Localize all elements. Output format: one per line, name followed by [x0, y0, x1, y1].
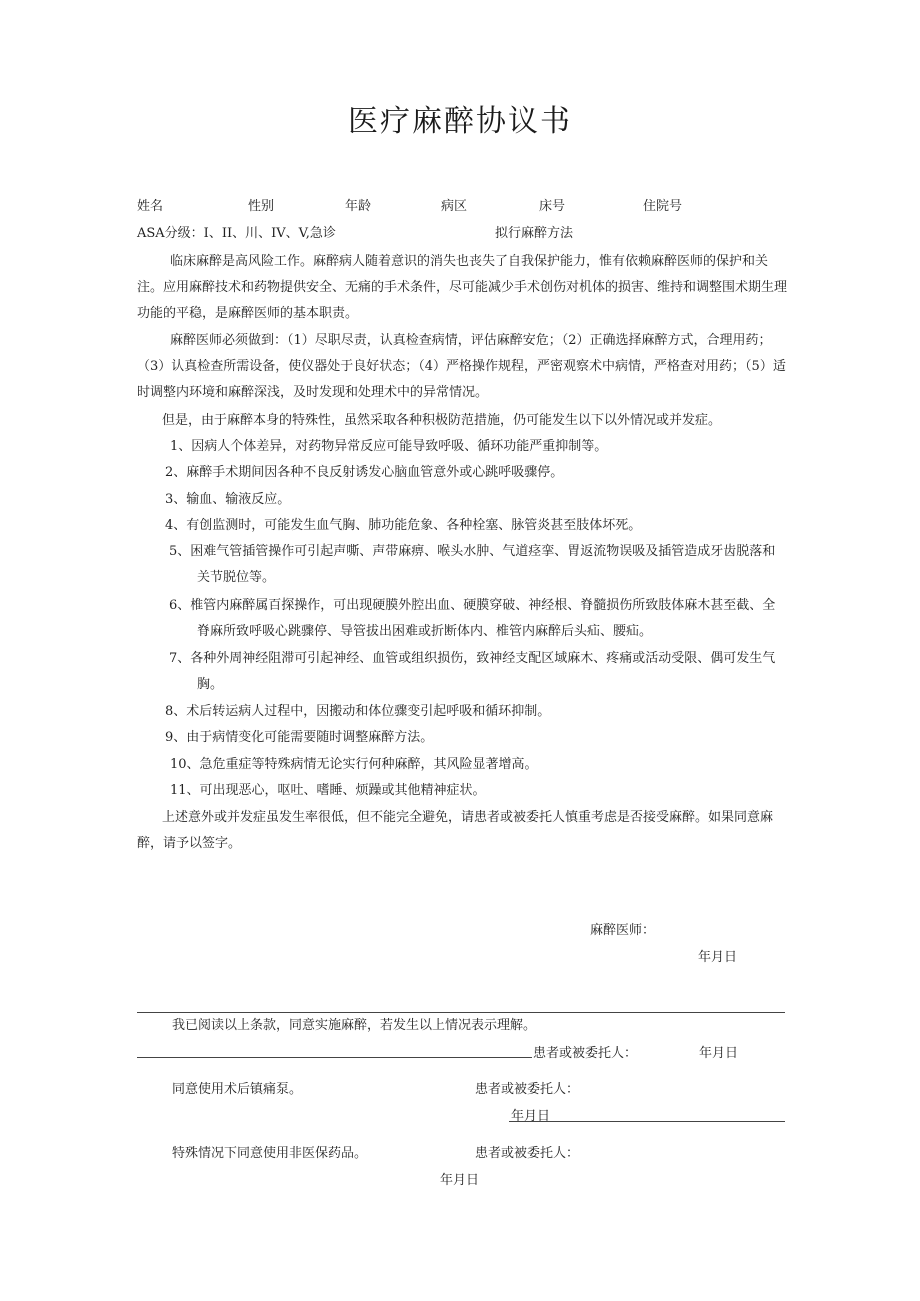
- anesthetist-signature-label: 麻醉医师：: [590, 923, 656, 938]
- risk-intro-paragraph: 但是，由于麻醉本身的特殊性，虽然采取各种积极防范措施，仍可能发生以下以外情况或并发症。: [162, 413, 722, 428]
- risk-item: 6、椎管内麻醉属百探操作，可出现硬膜外腔出血、硬膜穿破、神经根、脊髓损伤所致肢体麻木甚至截、全脊麻所致呼吸心跳骤停、导管拔出困难或折断体内、椎管内麻醉后头疝、腰疝。: [169, 598, 776, 639]
- name-field-label: 姓名: [137, 199, 164, 214]
- risk-item: 9、由于病情变化可能需要随时调整麻醉方法。: [165, 730, 434, 745]
- patient-signature-date: 年月日: [699, 1046, 739, 1061]
- consent-signature-line: [137, 1057, 532, 1058]
- pain-pump-consent: 同意使用术后镇痛泵。: [172, 1082, 303, 1097]
- risk-item: 3、输血、输液反应。: [165, 492, 291, 507]
- consent-statement: 我已阅读以上条款，同意实施麻醉，若发生以上情况表示理解。: [172, 1018, 537, 1033]
- risk-item: 2、麻醉手术期间因各种不良反射诱发心脑血管意外或心跳呼吸骤停。: [165, 465, 564, 480]
- ward-field-label: 病区: [441, 199, 468, 214]
- risk-item: 5、困难气管插管操作可引起声嘶、声带麻痹、喉头水肿、气道痉挛、胃返流物误吸及插管造成牙齿脱落和关节脱位等。: [169, 544, 776, 585]
- pain-pump-signature-line: [509, 1121, 785, 1122]
- hospital-number-field-label: 住院号: [643, 199, 683, 214]
- risk-item: 11、可出现恶心，呕吐、嗜睡、烦躁或其他精神症状。: [170, 783, 486, 798]
- risk-item: 4、有创监测时，可能发生血气胸、肺功能危象、各种栓塞、脉管炎甚至肢体坏死。: [165, 518, 642, 533]
- duties-paragraph: 麻醉医师必须做到：（1）尽职尽责，认真检查病情，评估麻醉安危；（2）正确选择麻醉方式，合理用药；（3）认真检查所需设备，使仪器处于良好状态；（4）严格操作规程，严密观察术中病情，严格查对用药；（5）适时调整内环境和麻醉深浅，及时发现和处理术中的异常情况。: [137, 333, 786, 400]
- asa-classification: ASA分级：I、II、川、IV、V,急诊: [137, 226, 336, 241]
- non-insured-signature-date: 年月日: [440, 1173, 480, 1188]
- age-field-label: 年龄: [345, 199, 372, 214]
- pain-pump-signature-label: 患者或被委托人：: [475, 1082, 580, 1097]
- gender-field-label: 性别: [248, 199, 275, 214]
- intro-paragraph: 临床麻醉是高风险工作。麻醉病人随着意识的消失也丧失了自我保护能力，惟有依赖麻醉医师的保护和关注。应用麻醉技术和药物提供安全、无痛的手术条件，尽可能减少手术创伤对机体的损害、维持和调整围术期生理功能的平稳，是麻醉医师的基本职责。: [137, 254, 788, 321]
- section-divider: [137, 1012, 785, 1013]
- patient-signature-label: 患者或被委托人：: [533, 1046, 638, 1061]
- closing-paragraph: 上述意外或并发症虽发生率很低，但不能完全避免，请患者或被委托人慎重考虑是否接受麻醉。如果同意麻醉，请予以签字。: [137, 810, 774, 851]
- planned-anesthesia-method-label: 拟行麻醉方法: [495, 226, 574, 241]
- non-insured-drug-consent: 特殊情况下同意使用非医保药品。: [172, 1146, 368, 1161]
- non-insured-signature-label: 患者或被委托人：: [475, 1146, 580, 1161]
- page-title: 医疗麻醉协议书: [348, 104, 572, 139]
- risk-item: 10、急危重症等特殊病情无论实行何种麻醉，其风险显著增高。: [170, 757, 538, 772]
- risk-item: 7、各种外周神经阻滞可引起神经、血管或组织损伤，致神经支配区域麻木、疼痛或活动受限、偶可发生气胸。: [169, 651, 776, 692]
- risk-item: 1、因病人个体差异，对药物异常反应可能导致呼吸、循环功能严重抑制等。: [170, 439, 608, 454]
- risk-item: 8、术后转运病人过程中，因搬动和体位骤变引起呼吸和循环抑制。: [165, 704, 551, 719]
- anesthetist-signature-date: 年月日: [698, 950, 738, 965]
- pain-pump-signature-date: 年月日: [511, 1109, 551, 1124]
- bed-field-label: 床号: [539, 199, 566, 214]
